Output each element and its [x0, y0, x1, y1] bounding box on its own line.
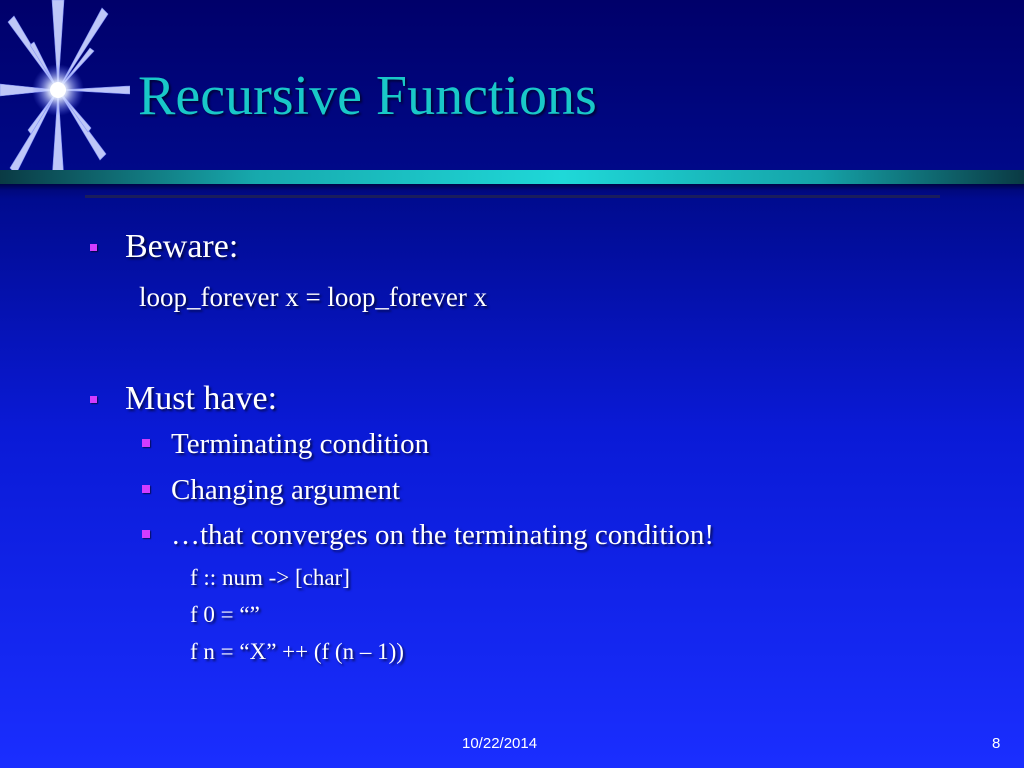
bullet-square-icon	[142, 485, 150, 493]
code-line-loop-forever: loop_forever x = loop_forever x	[139, 282, 488, 312]
bullet-text-must-have: Must have:	[125, 380, 278, 417]
sub-bullet-converges: …that converges on the terminating condition!	[171, 519, 715, 551]
bullet-square-icon	[142, 439, 150, 447]
footer-date: 10/22/2014	[462, 735, 538, 752]
footer-page-number: 8	[992, 735, 1001, 752]
code-line-base-case: f 0 = “”	[190, 602, 260, 627]
code-line-recursive-case: f n = “X” ++ (f (n – 1))	[190, 639, 404, 664]
bullet-square-icon	[142, 530, 150, 538]
bullet-square-icon	[90, 244, 97, 251]
sub-bullet-terminating-condition: Terminating condition	[171, 428, 430, 460]
bullet-square-icon	[90, 396, 97, 403]
sub-bullet-changing-argument: Changing argument	[171, 474, 401, 506]
code-line-type-signature: f :: num -> [char]	[190, 565, 350, 590]
slide-title: Recursive Functions	[138, 65, 597, 127]
bullet-text-beware: Beware:	[125, 228, 239, 265]
